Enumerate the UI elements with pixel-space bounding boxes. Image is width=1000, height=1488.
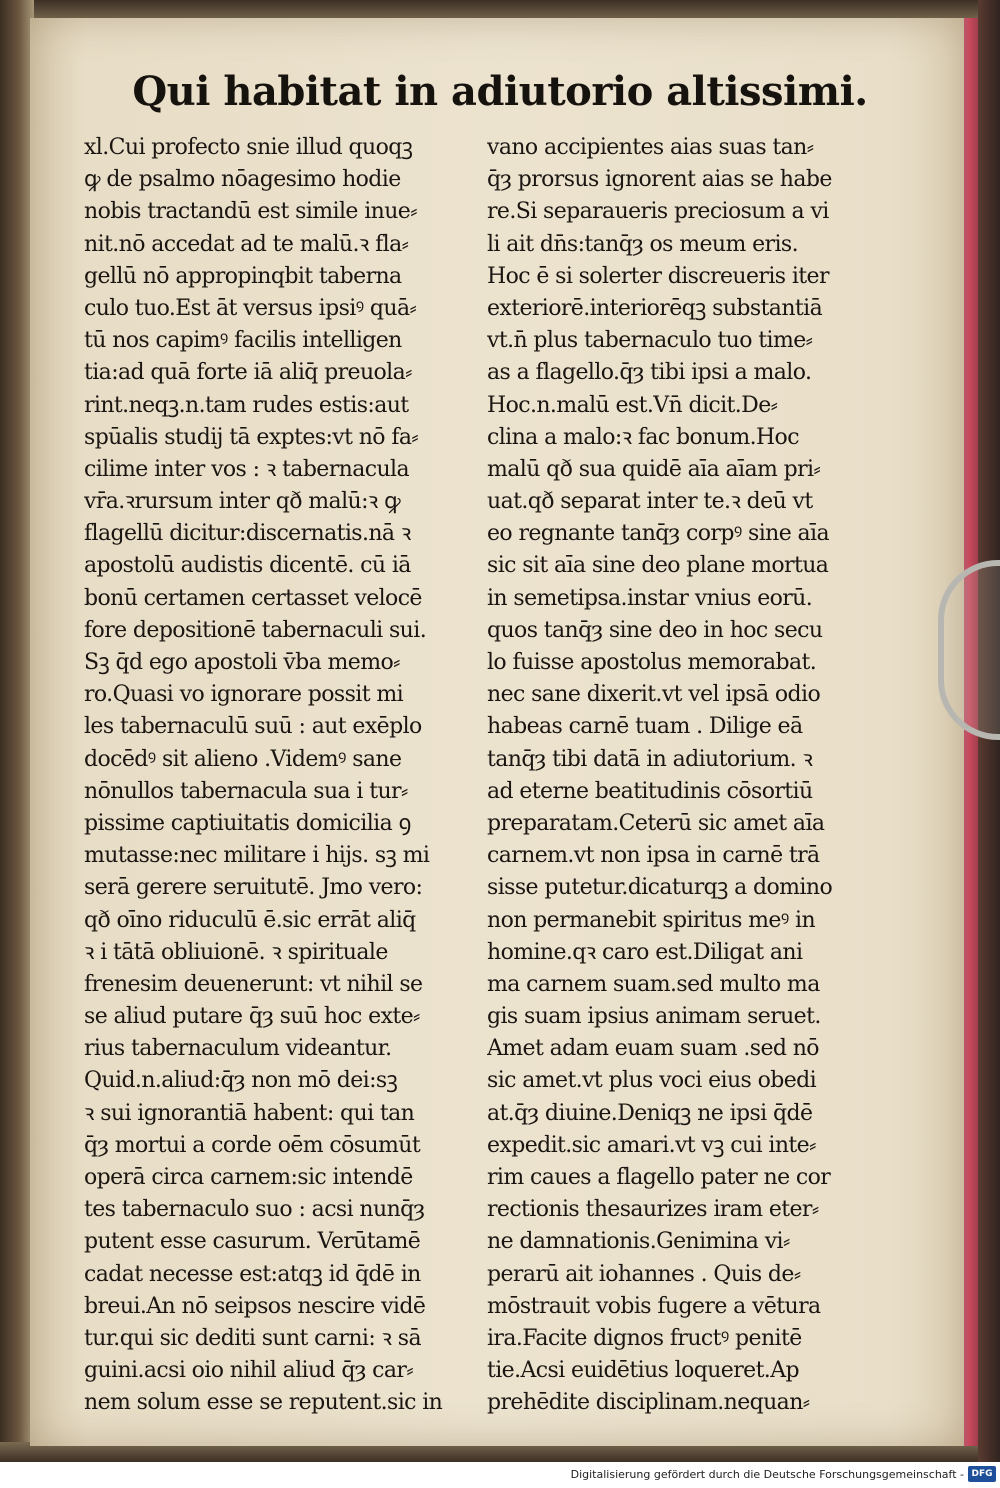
- left-column-line: rint.neqꝫ.n.tam rudes estis:aut: [84, 392, 409, 418]
- left-column-line: tia:ad quā forte iā aliq̄ preuola⸗: [84, 360, 412, 386]
- right-column-line: mōstrauit vobis fugere a vētura: [487, 1293, 821, 1319]
- right-column-line: Hoc.n.malū est.Vn̄ dicit.De⸗: [487, 392, 778, 418]
- left-column-line: ꝙ de psalmo nōagesimo hodie: [84, 167, 401, 193]
- left-column-line: spūalis studij tā exptes:vt nō fa⸗: [84, 424, 419, 450]
- left-column-line: tes tabernaculo suo : acsi nunq̄ȝ: [84, 1197, 425, 1223]
- right-column-line: nec sane dixerit.vt vel ipsā odio: [487, 682, 821, 708]
- left-column-line: se aliud putare q̄ȝ suū hoc exte⸗: [84, 1004, 420, 1030]
- right-column-line: carnem.vt non ipsa in carnē trā: [487, 843, 820, 869]
- right-column-line: ad eterne beatitudinis cōsortiū: [487, 778, 813, 804]
- left-column-line: breui.An nō seipsos nescire vidē: [84, 1293, 426, 1319]
- left-column-line: qð oīno riduculū ē.sic errāt aliq̄: [84, 907, 416, 933]
- credit-bar: [0, 1462, 1000, 1488]
- right-column-line: uat.qð separat inter te.ꝛ deū vt: [487, 489, 813, 515]
- left-column-line: cilime inter vos : ꝛ tabernacula: [84, 456, 409, 482]
- left-column-line: nem solum esse se reputent.sic in: [84, 1390, 443, 1416]
- dfg-logo: DFG: [968, 1466, 996, 1482]
- right-column-line: rim caues a flagello pater ne cor: [487, 1165, 831, 1190]
- right-column-line: perarū ait iohannes . Quis de⸗: [487, 1261, 801, 1287]
- right-column-line: quos tanq̄ȝ sine deo in hoc secu: [487, 617, 823, 643]
- right-column-line: sic amet.vt plus voci eius obedi: [487, 1068, 817, 1094]
- left-column-line: bonū certamen certasset velocē: [84, 585, 422, 611]
- right-column-line: Hoc ē si solerter discreueris iter: [487, 263, 829, 289]
- left-column-line: ro.Quasi vo ignorare possit mi: [84, 682, 404, 708]
- left-column-line: pissime captiuitatis domicilia ꝯ: [84, 810, 411, 836]
- left-column-line: putent esse casurum. Verūtamē: [84, 1229, 421, 1255]
- left-column-line: Quid.n.aliud:q̄ȝ non mō dei:sꝫ: [84, 1068, 398, 1094]
- right-column-line: vt.n̄ plus tabernaculo tuo time⸗: [487, 328, 813, 354]
- right-column-line: sic sit aīa sine deo plane mortua: [487, 553, 829, 579]
- left-column-line: tur.qui sic dediti sunt carni: ꝛ sā: [84, 1325, 421, 1351]
- left-column-line: mutasse:nec militare i hijs. sꝫ mi: [84, 843, 430, 869]
- right-column-line: rectionis thesaurizes iram eter⸗: [487, 1197, 819, 1223]
- right-column-line: vano accipientes aias suas tan⸗: [487, 135, 814, 160]
- left-column-line: operā circa carnem:sic intendē: [84, 1165, 413, 1190]
- right-column-line: tie.Acsi euidētius loqueret.Ap: [487, 1358, 799, 1384]
- right-column-line: malū qð sua quidē aīa aīam pri⸗: [487, 456, 821, 482]
- right-column-line: expedit.sic amari.vt vꝫ cui inte⸗: [487, 1132, 816, 1158]
- right-column-line: eo regnante tanq̄ȝ corpꝰ sine aīa: [487, 521, 829, 547]
- right-column-line: non permanebit spiritus meꝰ in: [487, 907, 816, 933]
- right-column-line: exteriorē.interiorēqꝫ substantiā: [487, 295, 823, 321]
- right-column-line: ne damnationis.Genimina vi⸗: [487, 1229, 790, 1255]
- left-column-line: rius tabernaculum videantur.: [84, 1036, 392, 1062]
- book-clasp: [938, 560, 1000, 740]
- binding-board-left: [0, 0, 34, 1462]
- right-column-line: as a flagello.q̄ȝ tibi ipsi a malo.: [487, 360, 812, 386]
- right-column-line: ma carnem suam.sed multo ma: [487, 971, 820, 997]
- right-column-line: ira.Facite dignos fructꝰ penitē: [487, 1325, 802, 1351]
- right-column-line: lo fuisse apostolus memorabat.: [487, 650, 817, 675]
- left-column-line: apostolū audistis dicentē. cū iā: [84, 553, 411, 579]
- left-column-line: nōnullos tabernacula sua i tur⸗: [84, 778, 408, 804]
- left-column-line: nit.nō accedat ad te malū.ꝛ fla⸗: [84, 231, 409, 257]
- left-column-line: fore depositionē tabernaculi sui.: [84, 617, 427, 643]
- left-column-line: nobis tractandū est simile inue⸗: [84, 199, 417, 225]
- right-column-line: li ait dn̄s:tanq̄ȝ os meum eris.: [487, 231, 798, 257]
- funding-credit: Digitalisierung gefördert durch die Deutsche Forschungsgemeinschaft -: [570, 1468, 964, 1481]
- right-column-line: q̄ȝ prorsus ignorent aias se habe: [487, 167, 832, 193]
- right-column-line: preparatam.Ceterū sic amet aīa: [487, 810, 825, 836]
- left-column-line: les tabernaculū suū : aut exēplo: [84, 714, 422, 740]
- left-column-line: cadat necesse est:atqꝫ id q̄dē in: [84, 1261, 421, 1287]
- right-column-line: clina a malo:ꝛ fac bonum.Hoc: [487, 424, 799, 450]
- left-column-line: vr̄a.ꝛrursum inter qð malū:ꝛ ꝙ: [84, 489, 401, 515]
- left-column-line: ꝛ i tātā obliuionē. ꝛ spirituale: [84, 939, 388, 965]
- right-column-line: re.Si separaueris preciosum a vi: [487, 199, 829, 225]
- text-column-left: [84, 132, 494, 1420]
- left-column-line: ꝛ sui ignorantiā habent: qui tan: [84, 1100, 415, 1126]
- running-head: Qui habitat in adiutorio altissimi.: [132, 68, 868, 115]
- left-column-line: guini.acsi oio nihil aliud q̄ȝ car⸗: [84, 1358, 414, 1384]
- right-column-line: prehēdite disciplinam.nequan⸗: [487, 1390, 810, 1416]
- right-column-line: gis suam ipsius animam seruet.: [487, 1004, 821, 1030]
- left-column-line: Sꝫ q̄d ego apostoli v̄ba memo⸗: [84, 650, 400, 675]
- right-column-line: homine.qꝛ caro est.Diligat ani: [487, 939, 803, 965]
- right-column-line: sisse putetur.dicaturqꝫ a domino: [487, 875, 833, 901]
- left-column-line: tū nos capimꝰ facilis intelligen: [84, 328, 402, 354]
- right-column-line: tanq̄ȝ tibi datā in adiutorium. ꝛ: [487, 746, 813, 772]
- left-column-line: q̄ȝ mortui a corde oēm cōsumūt: [84, 1132, 421, 1158]
- left-column-line: culo tuo.Est āt versus ipsiꝰ quā⸗: [84, 295, 417, 321]
- left-column-line: gellū nō appropinqbit taberna: [84, 263, 402, 289]
- left-column-line: frenesim deuenerunt: vt nihil se: [84, 971, 423, 997]
- right-column-line: habeas carnē tuam . Dilige eā: [487, 714, 803, 740]
- right-column-line: at.q̄ȝ diuine.Deniqꝫ ne ipsi q̄dē: [487, 1100, 813, 1126]
- left-column-line: serā gerere seruitutē. Jmo vero:: [84, 875, 423, 901]
- left-column-line: xl.Cui profecto snie illud quoqꝫ: [84, 135, 413, 160]
- left-column-line: docēdꝰ sit alieno .Videmꝰ sane: [84, 746, 402, 772]
- right-column-line: in semetipsa.instar vnius eorū.: [487, 585, 813, 611]
- text-column-right: [487, 132, 897, 1420]
- right-column-line: Amet adam euam suam .sed nō: [487, 1036, 819, 1062]
- left-column-line: flagellū dicitur:discernatis.nā ꝛ: [84, 521, 411, 547]
